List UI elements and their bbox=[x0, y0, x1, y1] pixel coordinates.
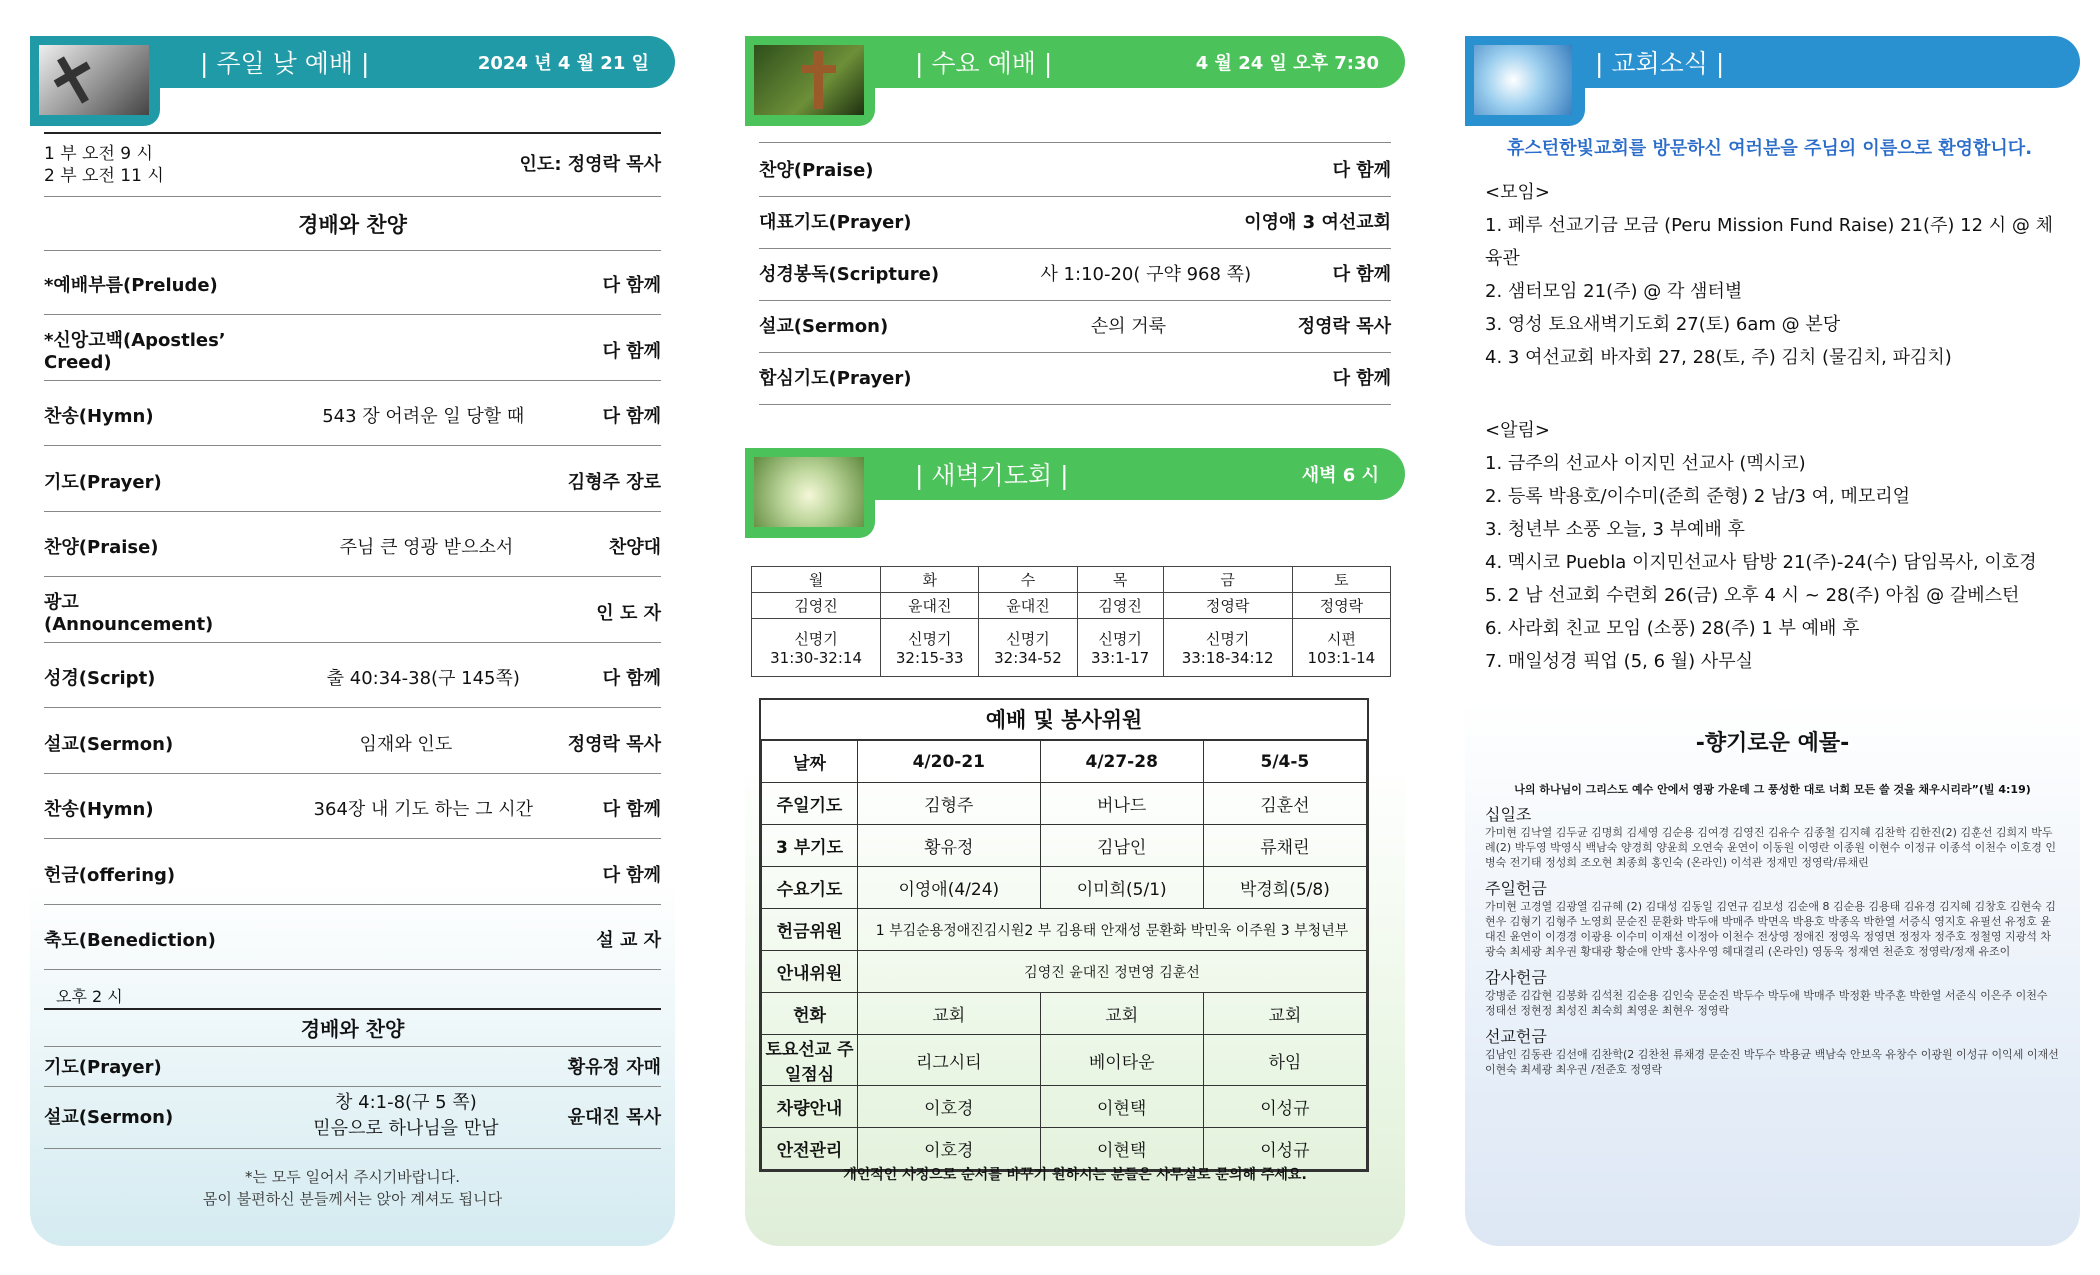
offering-block-heading: 선교헌금 bbox=[1485, 1027, 1547, 1046]
divider bbox=[759, 142, 1391, 143]
divider bbox=[44, 132, 661, 134]
leader-cell: 김영진 bbox=[752, 593, 881, 619]
offering-block bbox=[1485, 965, 2060, 1018]
sunday-date: 2024 년 4 월 21 일 bbox=[477, 53, 649, 74]
committee-row bbox=[762, 867, 1367, 909]
order-person: 다 함께 bbox=[602, 799, 661, 820]
day-cell: 토 bbox=[1292, 567, 1390, 593]
divider bbox=[44, 250, 661, 251]
verse-range: 33:1-17 bbox=[1091, 649, 1150, 667]
committee-title: 예배 및 봉사위원 bbox=[761, 700, 1367, 740]
note-1: *는 모두 일어서 주시기바랍니다. bbox=[245, 1168, 460, 1186]
order-label: 축도(Benediction) bbox=[44, 930, 216, 951]
day-cell: 목 bbox=[1077, 567, 1163, 593]
book-name: 신명기 bbox=[908, 630, 952, 648]
service-committee bbox=[759, 698, 1369, 1172]
order-label: 찬양(Praise) bbox=[44, 537, 159, 558]
committee-cell: 교회 bbox=[1203, 993, 1366, 1035]
committee-role: 차량안내 bbox=[762, 1086, 858, 1128]
offering-block-names: 김남인 김동관 김선애 김찬학(2 김찬천 류채경 문순진 박두수 박용균 백남숙 안보옥 유창수 이광원 이성규 이익세 이재선 이현숙 최세광 최우권 /전준호 정영락 bbox=[1485, 1048, 2059, 1076]
order-row bbox=[44, 786, 661, 830]
dawn-title: | 새벽기도회 | bbox=[915, 461, 1069, 490]
candle-image bbox=[749, 452, 869, 532]
order-detail: 출 40:34-38(구 145쪽) bbox=[326, 668, 520, 689]
meeting-item: 3. 영성 토요새벽기도회 27(토) 6am @ 본당 bbox=[1485, 314, 1841, 335]
notice-item: 4. 멕시코 Puebla 이지민선교사 탐방 21(주)-24(수) 담임목사, 이호경 bbox=[1485, 552, 2037, 573]
committee-role: 헌금위원 bbox=[762, 909, 858, 951]
wednesday-date: 4 월 24 일 오후 7:30 bbox=[1195, 53, 1379, 74]
divider bbox=[44, 773, 661, 774]
order-person: 다 함께 bbox=[1332, 160, 1391, 181]
order-row bbox=[44, 852, 661, 896]
verse-range: 103:1-14 bbox=[1307, 649, 1376, 667]
verse-cell bbox=[979, 619, 1077, 677]
committee-header-cell: 4/27-28 bbox=[1040, 741, 1203, 783]
divider bbox=[44, 1148, 661, 1149]
order-person: 다 함께 bbox=[602, 406, 661, 427]
offering-blocks bbox=[1485, 802, 2060, 1083]
divider bbox=[44, 380, 661, 381]
committee-cell: 이현택 bbox=[1040, 1086, 1203, 1128]
committee-cell: 이호경 bbox=[858, 1086, 1041, 1128]
committee-cell: 베이타운 bbox=[1040, 1035, 1203, 1086]
day-cell: 금 bbox=[1163, 567, 1292, 593]
meeting-item: 4. 3 여선교회 바자회 27, 28(토, 주) 김치 (물김치, 파김치) bbox=[1485, 347, 1952, 368]
leader-cell: 김영진 bbox=[1077, 593, 1163, 619]
committee-cell: 김형주 bbox=[858, 783, 1041, 825]
offering-block bbox=[1485, 876, 2060, 959]
committee-cell: 김훈선 bbox=[1203, 783, 1366, 825]
committee-cell: 이호경 bbox=[858, 1128, 1041, 1170]
committee-cell: 박경희(5/8) bbox=[1203, 867, 1366, 909]
day-cell: 월 bbox=[752, 567, 881, 593]
verse-cell bbox=[752, 619, 881, 677]
sunday-title: | 주일 낮 예배 | bbox=[200, 49, 370, 78]
notice-list bbox=[1485, 414, 2070, 678]
offering-verse: 나의 하나님이 그리스도 예수 안에서 영광 가운데 그 풍성한 대로 너희 모든 쓸 것을 채우시리라”(빌 4:19) bbox=[1514, 783, 2031, 796]
committee-header-row bbox=[762, 741, 1367, 783]
offering-block-heading: 주일헌금 bbox=[1485, 879, 1547, 898]
committee-role: 헌화 bbox=[762, 993, 858, 1035]
offering-block-names: 강병준 김갑현 김봉화 김석천 김순용 김인숙 문순진 박두수 박두애 박매주 박정환 박주훈 박한열 서준식 이은주 이천수 정태선 정현정 최성진 최숙희 최영운 최현우 정영락 bbox=[1485, 989, 2048, 1017]
service1-time: 1 부 오전 9 시 bbox=[44, 144, 153, 164]
divider bbox=[44, 969, 661, 970]
pm-label: 설교(Sermon) bbox=[44, 1107, 174, 1128]
flower-image bbox=[1469, 40, 1577, 120]
news-title: | 교회소식 | bbox=[1595, 49, 1725, 78]
order-detail: 주님 큰 영광 받으소서 bbox=[339, 537, 514, 558]
order-detail: 543 장 어려운 일 당할 때 bbox=[322, 406, 525, 427]
order-person: 찬양대 bbox=[608, 537, 661, 558]
order-row bbox=[759, 144, 1391, 194]
verse-range: 32:15-33 bbox=[895, 649, 964, 667]
book-name: 신명기 bbox=[1098, 630, 1142, 648]
order-label: 기도(Prayer) bbox=[44, 471, 162, 493]
offering-block-names: 가미현 김낙열 김두균 김명희 김세영 김순용 김여경 김영진 김유수 김종철 김지혜 김찬학 김한진(2) 김훈선 김희지 박두례(2) 박두영 박영식 백남숙 양경희 양윤희 오연숙 윤연이 이동원 이영란 이종원 이현수 이정규 이종석 이천수 이호경 인병숙 전기태 정성희 조오현 최종희 홍인숙 (온라인) 이석관 정재민 정영락/류채린 bbox=[1485, 826, 2056, 869]
pm-time: 오후 2 시 bbox=[56, 986, 123, 1006]
committee-table bbox=[761, 740, 1367, 1170]
divider bbox=[44, 707, 661, 708]
offering-title: -향기로운 예물- bbox=[1695, 731, 1850, 756]
committee-row bbox=[762, 1086, 1367, 1128]
committee-role: 토요선교 주일점심 bbox=[762, 1035, 858, 1086]
pm-scripture: 창 4:1-8(구 5 쪽) bbox=[335, 1092, 477, 1113]
order-person: 설 교 자 bbox=[596, 930, 661, 951]
notice-item: 5. 2 남 선교회 수련회 26(금) 오후 4 시 ~ 28(주) 아침 @ 갈베스턴 bbox=[1485, 585, 2020, 606]
order-person: 다 함께 bbox=[602, 275, 661, 296]
notice-item: 7. 매일성경 픽업 (5, 6 월) 사무실 bbox=[1485, 651, 1754, 672]
divider bbox=[44, 576, 661, 577]
committee-cell: 김남인 bbox=[1040, 825, 1203, 867]
order-label: 설교(Sermon) bbox=[759, 316, 889, 337]
order-label: 성경봉독(Scripture) bbox=[759, 264, 940, 285]
order-detail: 임재와 인도 bbox=[359, 733, 453, 755]
order-row bbox=[759, 248, 1391, 298]
order-detail: 364장 내 기도 하는 그 시간 bbox=[313, 799, 534, 820]
order-label: 찬송(Hymn) bbox=[44, 799, 154, 820]
offering-block bbox=[1485, 802, 2060, 870]
order-row bbox=[44, 721, 661, 765]
notice-item: 3. 청년부 소풍 오늘, 3 부예배 후 bbox=[1485, 519, 1745, 540]
day-cell: 수 bbox=[979, 567, 1077, 593]
welcome-text: 휴스턴한빛교회를 방문하신 여러분을 주님의 이름으로 환영합니다. bbox=[1507, 138, 2033, 159]
order-row bbox=[759, 196, 1391, 246]
offering-block bbox=[1485, 1024, 2060, 1077]
order-row bbox=[44, 459, 661, 503]
notice-item: 2. 등록 박용호/이수미(준희 준형) 2 남/3 여, 메모리얼 bbox=[1485, 486, 1911, 507]
order-row bbox=[759, 300, 1391, 350]
committee-cell: 이미희(5/1) bbox=[1040, 867, 1203, 909]
committee-header-cell: 5/4-5 bbox=[1203, 741, 1366, 783]
section-title: 경배와 찬양 bbox=[298, 213, 407, 237]
order-person: 다 함께 bbox=[602, 864, 661, 886]
committee-cell: 이현택 bbox=[1040, 1128, 1203, 1170]
book-name: 시편 bbox=[1326, 630, 1356, 648]
wooden-cross-image bbox=[749, 40, 869, 120]
committee-cell: 이성규 bbox=[1203, 1128, 1366, 1170]
order-detail: 손의 거룩 bbox=[1090, 316, 1167, 337]
book-name: 신명기 bbox=[1205, 630, 1250, 648]
wednesday-title: | 수요 예배 | bbox=[915, 49, 1053, 78]
divider bbox=[44, 196, 661, 197]
sunday-service-panel bbox=[30, 36, 675, 1246]
committee-row bbox=[762, 993, 1367, 1035]
footnote bbox=[30, 1166, 675, 1210]
meeting-list bbox=[1485, 176, 2070, 374]
order-detail: 사 1:10-20( 구약 968 쪽) bbox=[1040, 264, 1252, 285]
meeting-item: 2. 샘터모임 21(주) @ 각 샘터별 bbox=[1485, 281, 1743, 302]
verse-cell bbox=[1077, 619, 1163, 677]
offering-block-names: 가미현 고경열 김광열 김규혜 (2) 김대성 김동일 김연규 김보성 김순애 8 김순용 김용태 김유경 김지혜 김창호 김현숙 김현우 김형기 김형주 노영희 문순진 문환화 박두애 박매주 박면옥 박용호 박종옥 박한열 서증식 영지호 유필선 유정호 윤대진 윤연이 이경경 이광용 이수미 이재선 이정아 이천수 전상영 정애진 정영옥 정영면 정정자 정주호 정철영 지광석 차광숙 최세광 최우권 황대광 황순애 안박 홍사우영 헤대결리 (온라인) 영동욱 정재연 천준호 정영락/정재 유조이 bbox=[1485, 900, 2056, 958]
committee-cell: 류채린 bbox=[1203, 825, 1366, 867]
order-label: 합심기도(Prayer) bbox=[759, 368, 912, 389]
offering-block-heading: 감사헌금 bbox=[1485, 968, 1547, 987]
committee-role: 수요기도 bbox=[762, 867, 858, 909]
verse-cell bbox=[1163, 619, 1292, 677]
offering-block-heading: 십일조 bbox=[1485, 805, 1532, 824]
order-person: 인 도 자 bbox=[596, 602, 661, 624]
verse-range: 32:34-52 bbox=[994, 649, 1062, 667]
dawn-schedule-table bbox=[751, 566, 1391, 677]
leader-cell: 윤대진 bbox=[979, 593, 1077, 619]
verse-cell bbox=[1292, 619, 1390, 677]
notice-heading: <알림> bbox=[1485, 420, 1550, 441]
church-news-panel bbox=[1465, 36, 2080, 1246]
verse-range: 33:18-34:12 bbox=[1181, 649, 1274, 667]
pm-sermon-title: 믿음으로 하나님을 만남 bbox=[313, 1118, 499, 1139]
leader-cell: 정영락 bbox=[1292, 593, 1390, 619]
dawn-time: 새벽 6 시 bbox=[1301, 465, 1379, 486]
divider bbox=[44, 642, 661, 643]
order-label: *신앙고백(Apostles’ Creed) bbox=[44, 330, 226, 373]
divider bbox=[759, 404, 1391, 405]
order-person: 김형주 장로 bbox=[567, 471, 661, 493]
verse-range: 31:30-32:14 bbox=[770, 649, 862, 667]
order-person: 정영락 목사 bbox=[1297, 316, 1391, 337]
committee-row bbox=[762, 951, 1367, 993]
meeting-item: 1. 페루 선교기금 모금 (Peru Mission Fund Raise) 21(주) 12 시 @ 체육관 bbox=[1485, 215, 2054, 269]
committee-header-cell: 날짜 bbox=[762, 741, 858, 783]
leader-cell: 정영락 bbox=[1163, 593, 1292, 619]
divider bbox=[44, 1046, 661, 1047]
divider bbox=[44, 838, 661, 839]
service-times bbox=[44, 140, 661, 190]
committee-cell: 버나드 bbox=[1040, 783, 1203, 825]
book-name: 신명기 bbox=[794, 630, 838, 648]
order-label: 찬송(Hymn) bbox=[44, 406, 154, 427]
committee-cell: 교회 bbox=[1040, 993, 1203, 1035]
schedule-days-row bbox=[752, 567, 1391, 593]
committee-role: 안전관리 bbox=[762, 1128, 858, 1170]
order-row bbox=[44, 655, 661, 699]
order-row bbox=[44, 262, 661, 306]
divider bbox=[44, 904, 661, 905]
divider bbox=[44, 1086, 661, 1087]
committee-cell: 이성규 bbox=[1203, 1086, 1366, 1128]
committee-role: 3 부기도 bbox=[762, 825, 858, 867]
wednesday-service-panel bbox=[745, 36, 1405, 1246]
committee-cell: 교회 bbox=[858, 993, 1041, 1035]
committee-cell: 하임 bbox=[1203, 1035, 1366, 1086]
pm-right: 황유정 자매 bbox=[567, 1057, 661, 1078]
order-row bbox=[44, 917, 661, 961]
order-label: 헌금(offering) bbox=[44, 864, 176, 886]
order-row bbox=[44, 328, 661, 372]
notice-item: 6. 사라회 친교 모임 (소풍) 28(주) 1 부 예배 후 bbox=[1485, 618, 1860, 639]
committee-cell: 이영애(4/24) bbox=[858, 867, 1041, 909]
pm-label: 기도(Prayer) bbox=[44, 1057, 162, 1078]
committee-cell: 황유정 bbox=[858, 825, 1041, 867]
committee-cell: 1 부김순용정애진김시원2 부 김용태 안재성 문환화 박민욱 이주원 3 부청년부 bbox=[858, 909, 1367, 951]
committee-cell: 김영진 윤대진 정면영 김훈선 bbox=[858, 951, 1367, 993]
order-label: 찬양(Praise) bbox=[759, 160, 874, 181]
pm-section-title: 경배와 찬양 bbox=[300, 1016, 405, 1041]
committee-row bbox=[762, 783, 1367, 825]
order-label: 대표기도(Prayer) bbox=[759, 212, 912, 233]
divider bbox=[44, 445, 661, 446]
committee-cell: 리그시티 bbox=[858, 1035, 1041, 1086]
committee-row bbox=[762, 1035, 1367, 1086]
order-row bbox=[44, 590, 661, 634]
order-person: 다 함께 bbox=[602, 668, 661, 689]
committee-row bbox=[762, 825, 1367, 867]
pm-row bbox=[44, 1048, 661, 1084]
meeting-heading: <모임> bbox=[1485, 182, 1550, 203]
note-2: 몸이 불편하신 분들께서는 앉아 계셔도 됩니다 bbox=[202, 1190, 503, 1208]
service2-time: 2 부 오전 11 시 bbox=[44, 166, 164, 186]
book-name: 신명기 bbox=[1006, 630, 1050, 648]
order-person: 다 함께 bbox=[602, 340, 661, 362]
order-person: 이영애 3 여선교회 bbox=[1244, 212, 1391, 233]
bible-cross-image bbox=[34, 40, 154, 120]
order-label: *예배부름(Prelude) bbox=[44, 275, 218, 296]
order-label: 설교(Sermon) bbox=[44, 733, 174, 755]
committee-header-cell: 4/20-21 bbox=[858, 741, 1041, 783]
committee-footnote: 개인적인 사정으로 순서를 바꾸기 원하시는 분들은 사무실로 문의해 주세요. bbox=[843, 1167, 1307, 1183]
order-row bbox=[759, 352, 1391, 402]
leader: 인도: 정영락 목사 bbox=[519, 154, 661, 175]
order-person: 정영락 목사 bbox=[567, 733, 661, 755]
notice-item: 1. 금주의 선교사 이지민 선교사 (멕시코) bbox=[1485, 453, 1806, 474]
divider bbox=[44, 314, 661, 315]
order-label: 성경(Script) bbox=[44, 668, 156, 689]
order-row bbox=[44, 524, 661, 568]
leader-cell: 윤대진 bbox=[881, 593, 979, 619]
order-label: 광고(Announcement) bbox=[44, 592, 214, 635]
committee-row bbox=[762, 909, 1367, 951]
order-person: 다 함께 bbox=[1332, 368, 1391, 389]
pm-right: 윤대진 목사 bbox=[567, 1107, 661, 1128]
order-row bbox=[44, 393, 661, 437]
committee-role: 주일기도 bbox=[762, 783, 858, 825]
day-cell: 화 bbox=[881, 567, 979, 593]
divider bbox=[44, 511, 661, 512]
schedule-leaders-row bbox=[752, 593, 1391, 619]
order-person: 다 함께 bbox=[1332, 264, 1391, 285]
pm-row bbox=[44, 1088, 661, 1144]
verse-cell bbox=[881, 619, 979, 677]
schedule-verses-row bbox=[752, 619, 1391, 677]
committee-role: 안내위원 bbox=[762, 951, 858, 993]
